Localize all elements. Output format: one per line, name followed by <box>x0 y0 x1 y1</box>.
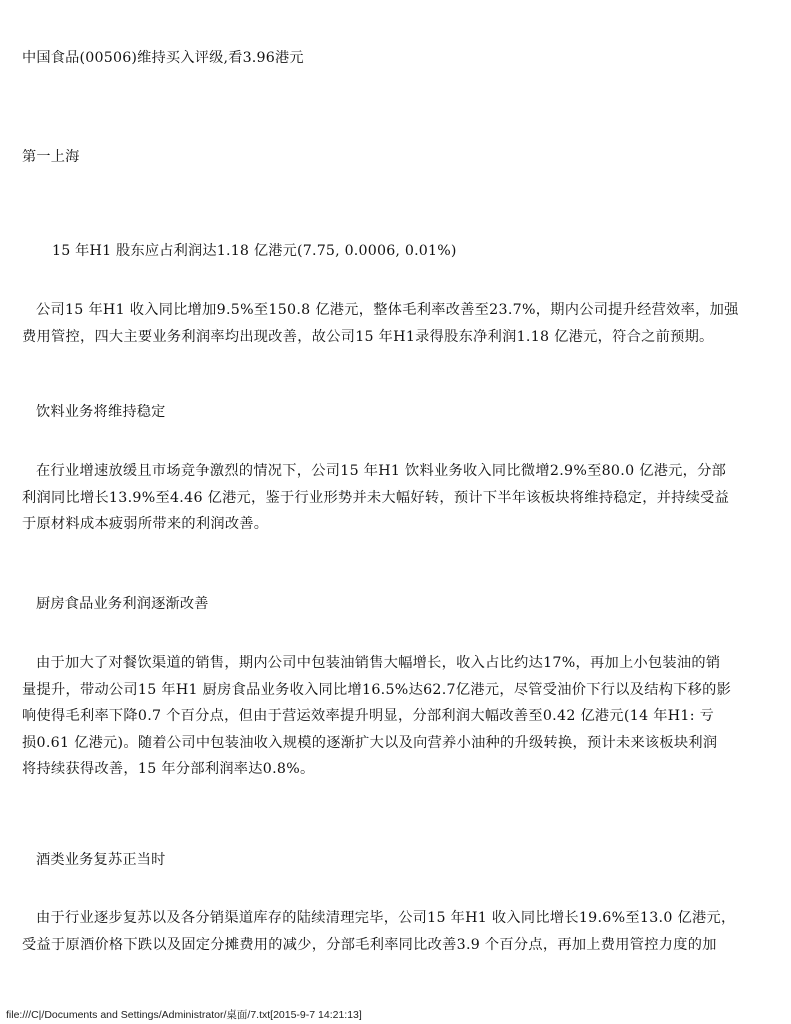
liquor-paragraph <box>22 905 784 958</box>
text-line: 利润同比增长13.9%至4.46 亿港元，鉴于行业形势并未大幅好转，预计下半年该板块将维持稳定，并持续受益 <box>22 489 730 506</box>
text-line: 响使得毛利率下降0.7 个百分点，但由于营运效率提升明显，分部利润大幅改善至0.42 亿港元(14 年H1: 亏 <box>22 708 715 724</box>
text-line: 受益于原酒价格下跌以及固定分摊费用的减少，分部毛利率同比改善3.9 个百分点，再加上费用管控力度的加 <box>22 936 717 953</box>
overview-paragraph <box>22 297 784 350</box>
text-line: 损0.61 亿港元)。随着公司中包装油收入规模的逐渐扩大以及向营养小油种的升级转换，预计未来该板块利润 <box>22 734 718 751</box>
section-heading-beverage: 饮料业务将维持稳定 <box>36 404 166 420</box>
kitchen-paragraph <box>22 650 784 783</box>
text-line: 量提升，带动公司15 年H1 厨房食品业务收入同比增16.5%达62.7亿港元，尽管受油价下行以及结构下移的影 <box>22 681 732 698</box>
beverage-paragraph <box>22 458 784 538</box>
section-heading-kitchen: 厨房食品业务利润逐渐改善 <box>36 596 209 612</box>
text-line: 由于行业逐步复苏以及各分销渠道库存的陆续清理完毕，公司15 年H1 收入同比增长19.6%至13.0 亿港元， <box>36 910 736 926</box>
text-line: 费用管控，四大主要业务利润率均出现改善，故公司15 年H1录得股东净利润1.18 亿港元，符合之前预期。 <box>22 328 714 345</box>
source-label: 第一上海 <box>22 149 80 165</box>
text-line: 将持续获得改善，15 年分部利润率达0.8%。 <box>22 761 315 777</box>
text-line: 由于加大了对餐饮渠道的销售，期内公司中包装油销售大幅增长，收入占比约达17%，再加上小包装油的销 <box>36 655 721 671</box>
text-line: 在行业增速放缓且市场竞争激烈的情况下，公司15 年H1 饮料业务收入同比微增2.9%至80.0 亿港元，分部 <box>36 463 727 479</box>
text-line: 公司15 年H1 收入同比增加9.5%至150.8 亿港元，整体毛利率改善至23.7%，期内公司提升经营效率，加强 <box>36 302 739 318</box>
section-heading-liquor: 酒类业务复苏正当时 <box>36 852 166 868</box>
summary-line: 15 年H1 股东应占利润达1.18 亿港元(7.75, 0.0006, 0.01%) <box>52 243 457 259</box>
page-headline: 中国食品(00506)维持买入评级,看3.96港元 <box>22 50 304 66</box>
text-line: 于原材料成本疲弱所带来的利润改善。 <box>22 516 269 532</box>
file-path-footer: file:///C|/Documents and Settings/Administrator/桌面/7.txt[2015-9-7 14:21:13] <box>6 1009 362 1021</box>
